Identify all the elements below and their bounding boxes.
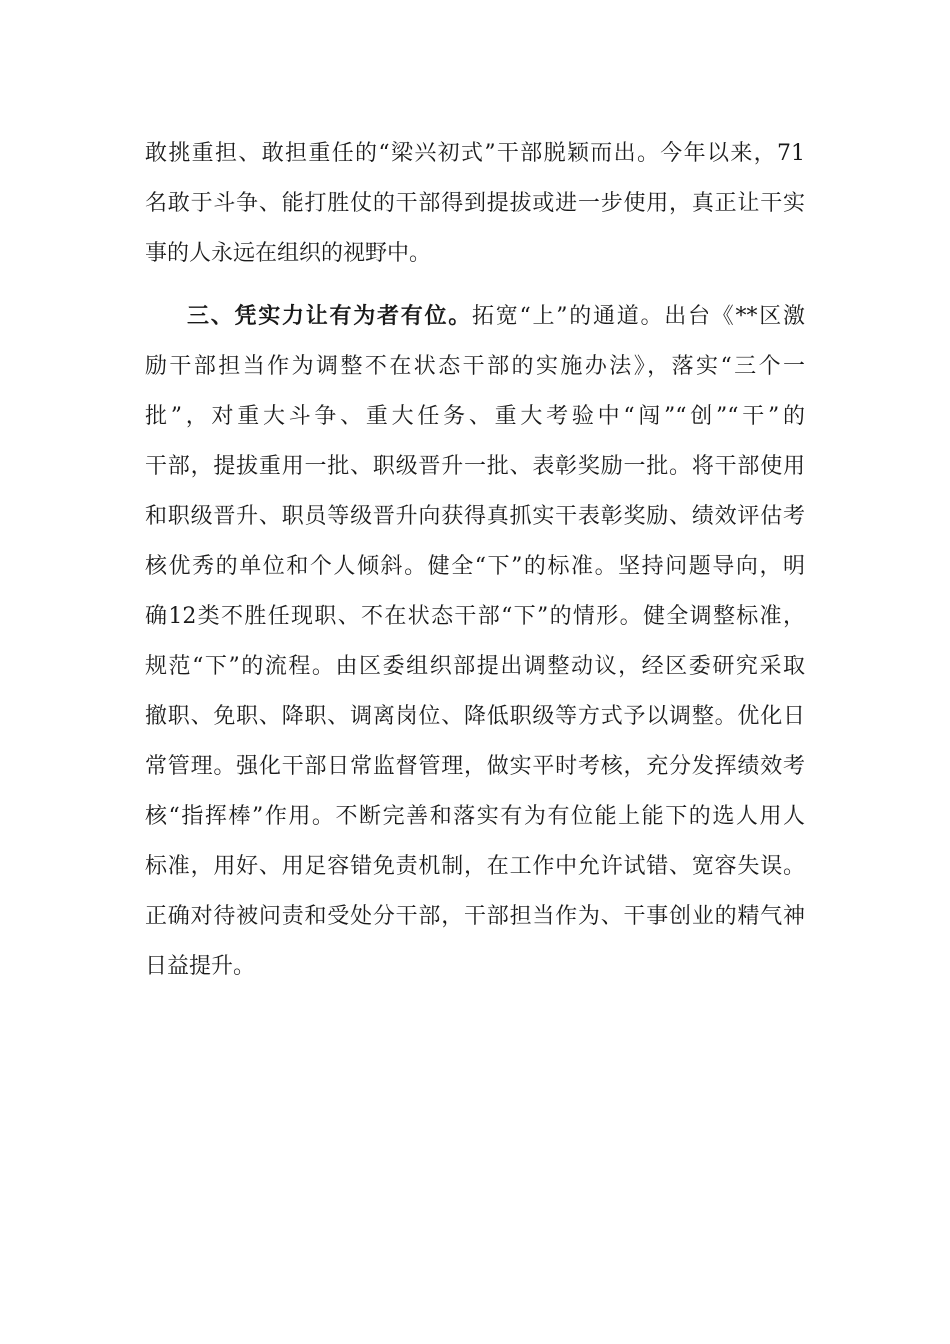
paragraph-line: 励干部担当作为调整不在状态干部的实施办法》，落实“三个一 (145, 354, 805, 379)
paragraph-line: 撤职、免职、降职、调离岗位、降低职级等方式予以调整。优化日 (145, 704, 805, 729)
paragraph-line: 确12类不胜任现职、不在状态干部“下”的情形。健全调整标准， (145, 604, 805, 629)
paragraph-line: 日益提升。 (145, 954, 256, 979)
paragraph-line: 标准，用好、用足容错免责机制，在工作中允许试错、宽容失误。 (145, 854, 805, 879)
paragraph-line: 核“指挥棒”作用。不断完善和落实有为有位能上能下的选人用人 (145, 804, 805, 829)
paragraph-first-line (187, 302, 805, 332)
paragraph-line: 批”，对重大斗争、重大任务、重大考验中“闯”“创”“干”的 (145, 404, 805, 429)
section-heading: 三、凭实力让有为者有位。 (187, 304, 472, 329)
paragraph-line: 正确对待被问责和受处分干部，干部担当作为、干事创业的精气神 (145, 904, 805, 929)
paragraph-line: 和职级晋升、职员等级晋升向获得真抓实干表彰奖励、绩效评估考 (145, 504, 805, 529)
paragraph-line: 核优秀的单位和个人倾斜。健全“下”的标准。坚持问题导向，明 (145, 554, 805, 579)
paragraph-line: 常管理。强化干部日常监督管理，做实平时考核，充分发挥绩效考 (145, 754, 805, 779)
paragraph-line: 规范“下”的流程。由区委组织部提出调整动议，经区委研究采取 (145, 654, 805, 679)
paragraph-line: 名敢于斗争、能打胜仗的干部得到提拔或进一步使用，真正让干实 (145, 191, 805, 216)
paragraph-line: 干部，提拔重用一批、职级晋升一批、表彰奖励一批。将干部使用 (145, 454, 805, 479)
paragraph-line: 事的人永远在组织的视野中。 (145, 241, 432, 266)
paragraph-line: 敢挑重担、敢担重任的“梁兴初式”干部脱颖而出。今年以来，71 (145, 141, 805, 166)
paragraph-line-text: 拓宽“上”的通道。出台《**区激 (472, 304, 805, 329)
